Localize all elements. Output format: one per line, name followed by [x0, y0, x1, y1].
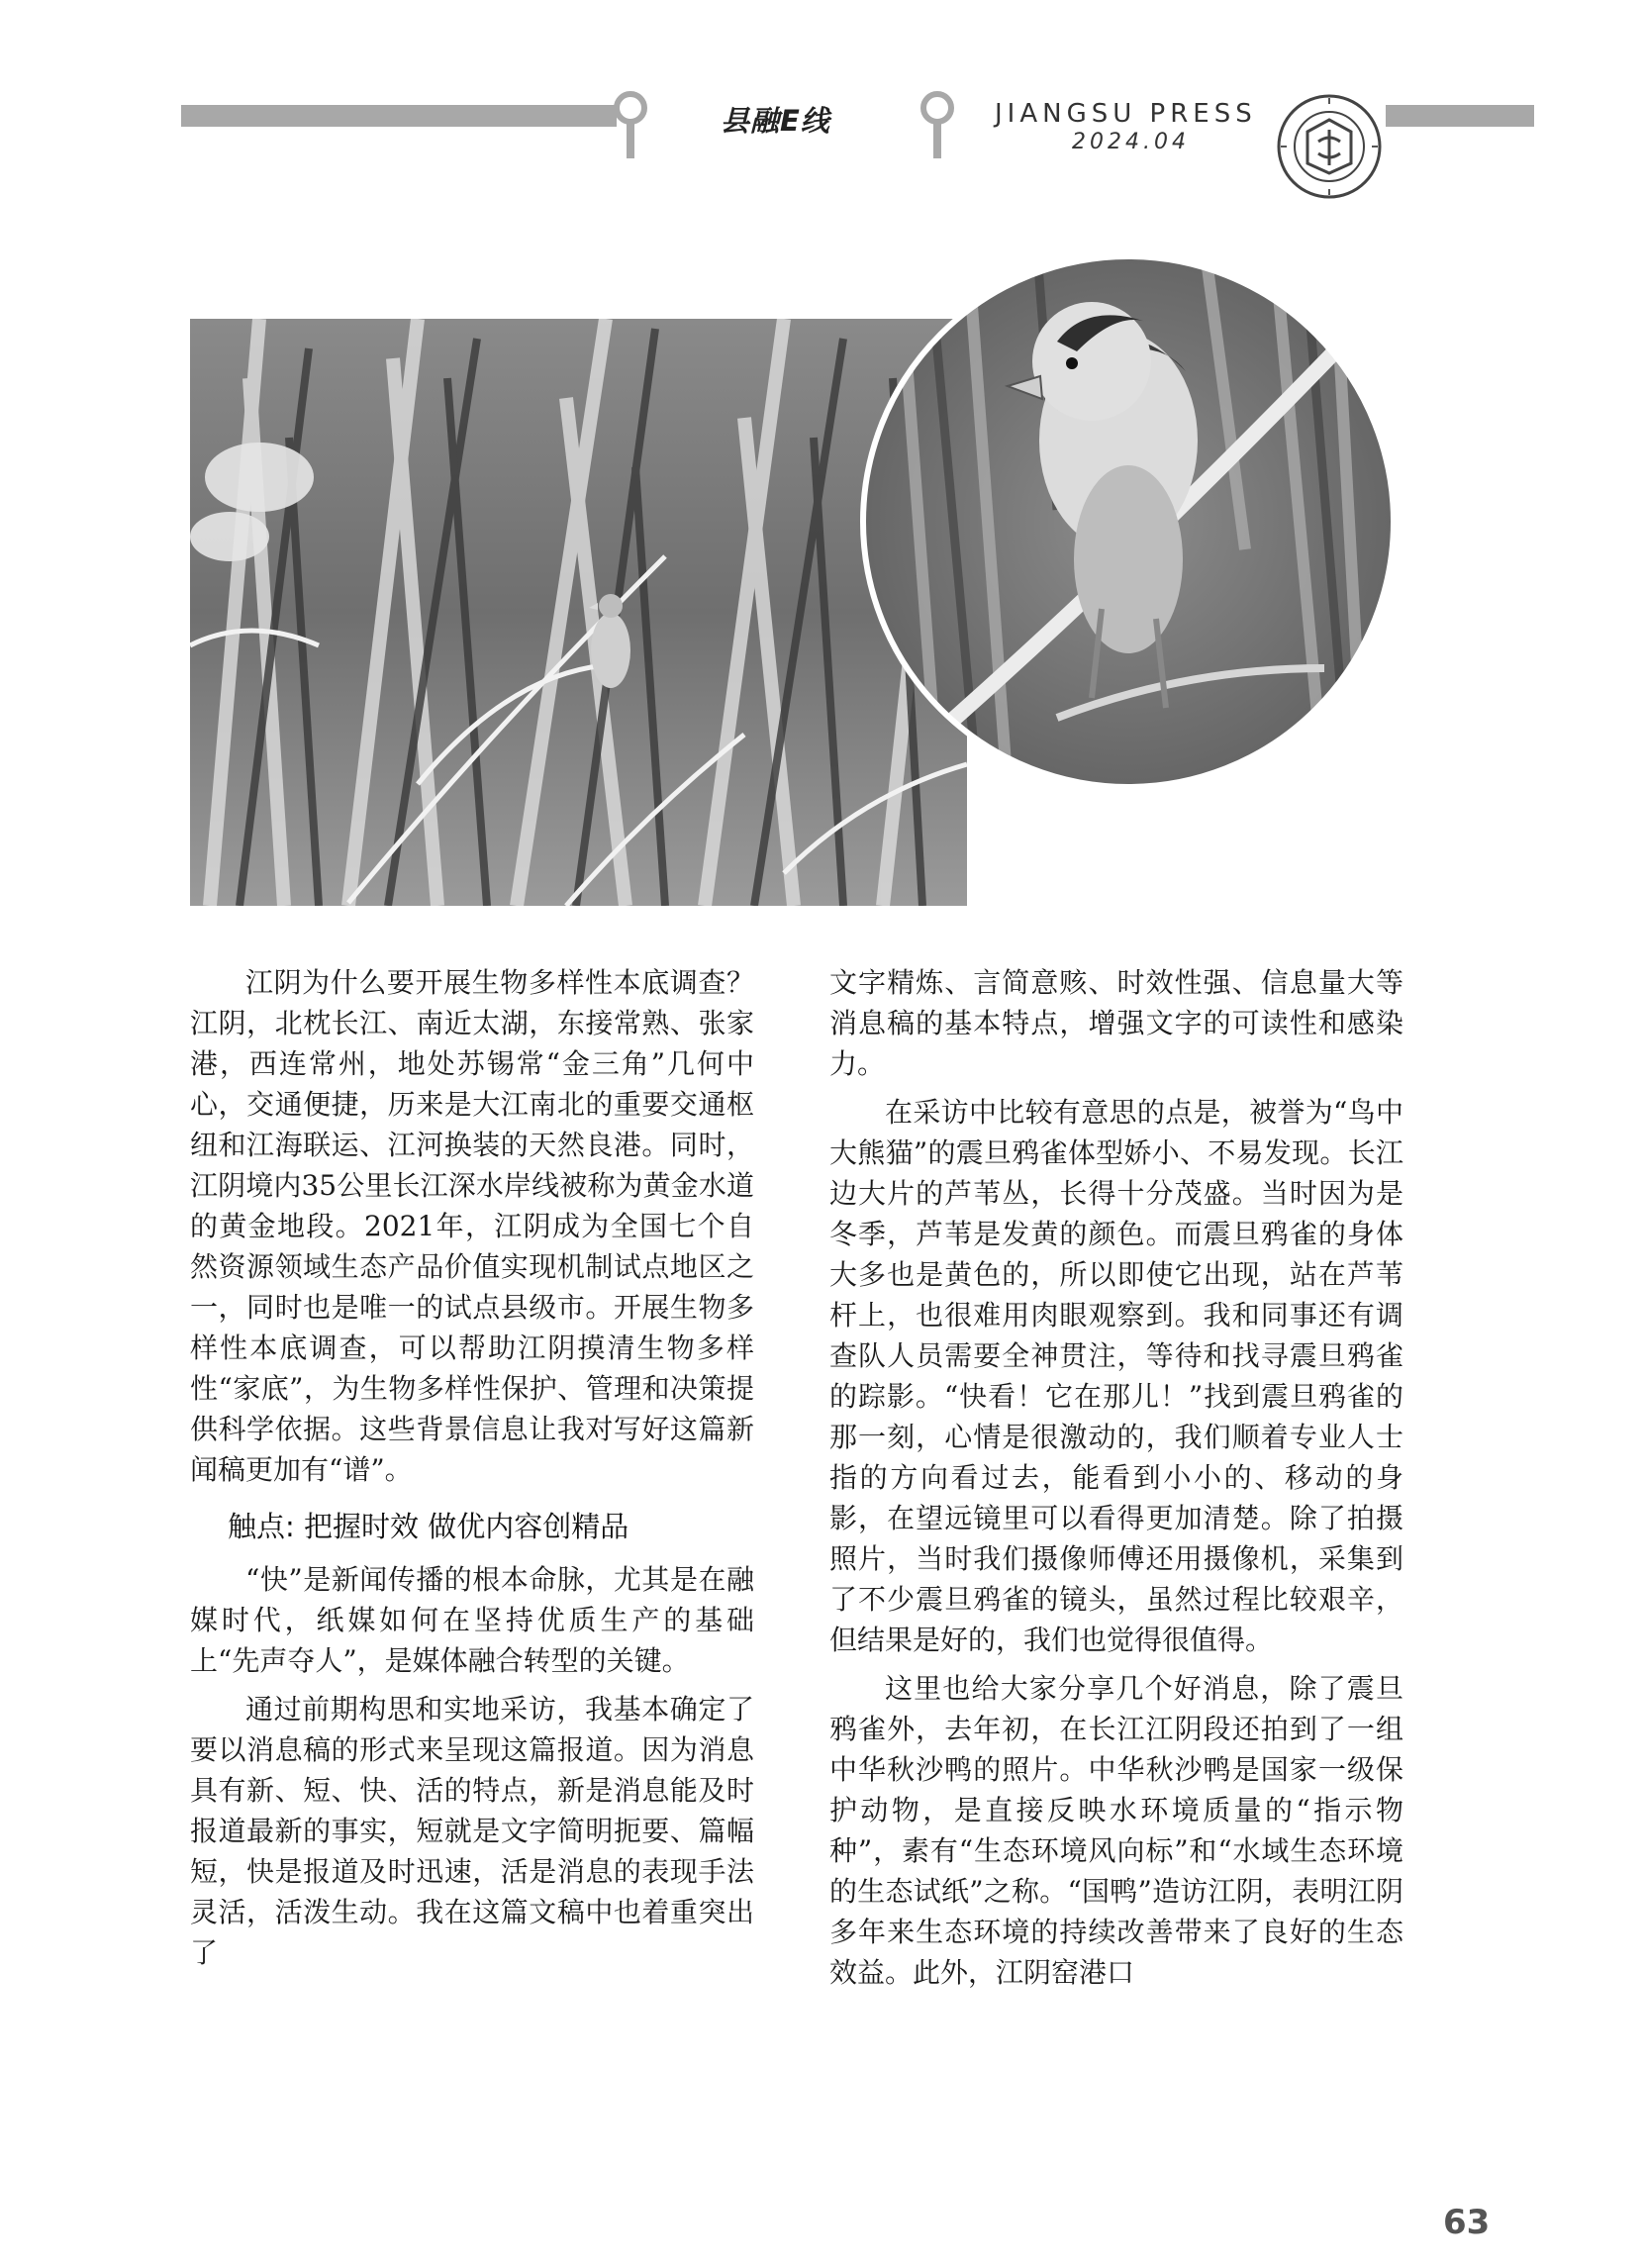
page-number: 63	[1443, 2203, 1491, 2242]
association-seal-icon	[1275, 92, 1384, 201]
paragraph-interview: 在采访中比较有意思的点是，被誉为“鸟中大熊猫”的震旦鸦雀体型娇小、不易发现。长江边大片的芦苇丛，长得十分茂盛。当时因为是冬季，芦苇是发黄的颜色。而震旦鸦雀的身体大多也是黄色的，所以即使它出现，站在芦苇杆上，也很难用肉眼观察到。我和同事还有调查队人员需要全神贯注，等待和找寻震旦鸦雀的踪影。“快看！它在那儿！”找到震旦鸦雀的那一刻，心情是很激动的，我们顺着专业人士指的方向看过去，能看到小小的、移动的身影，在望远镜里可以看得更加清楚。除了拍摄照片，当时我们摄像师傅还用摄像机，采集到了不少震旦鸦雀的镜头，虽然过程比较艰辛，但结果是好的，我们也觉得很值得。	[829, 1096, 1403, 1656]
location-pin-icon	[614, 91, 647, 158]
location-pin-icon	[920, 91, 954, 158]
issue-date: 2024.04	[1072, 130, 1190, 154]
header-bar-left	[181, 105, 617, 127]
article-left-column	[190, 962, 754, 1973]
paragraph-continued: 文字精炼、言简意赅、时效性强、信息量大等消息稿的基本特点，增强文字的可读性和感染力。	[829, 966, 1403, 1080]
section-subheading: 触点: 把握时效 做优内容创精品	[228, 1510, 629, 1543]
paragraph-background: 江阴为什么要开展生物多样性本底调查？江阴，北枕长江、南近太湖，东接常熟、张家港，西连常州，地处苏锡常“金三角”几何中心，交通便捷，历来是大江南北的重要交通枢纽和江海联运、江河换装的天然良港。同时，江阴境内35公里长江深水岸线被称为黄金水道的黄金地段。2021年，江阴成为全国七个自然资源领域生态产品价值实现机制试点地区之一，同时也是唯一的试点县级市。开展生物多样性本底调查，可以帮助江阴摸清生物多样性“家底”，为生物多样性保护、管理和决策提供科学依据。这些背景信息让我对写好这篇新闻稿更加有“谱”。	[190, 966, 754, 1486]
paragraph-timeliness: “快”是新闻传播的根本命脉，尤其是在融媒时代，纸媒如何在坚持优质生产的基础上“先声夺人”，是媒体融合转型的关键。	[190, 1563, 754, 1677]
header-bar-right	[1386, 105, 1534, 127]
bird-closeup-photo	[859, 252, 1398, 791]
section-title: 县融E线	[721, 104, 830, 138]
magazine-brand: JIANGSU PRESS	[995, 99, 1257, 129]
reed-bird-photo	[190, 319, 967, 906]
article-right-column	[829, 962, 1403, 1993]
paragraph-format: 通过前期构思和实地采访，我基本确定了要以消息稿的形式来呈现这篇报道。因为消息具有新、短、快、活的特点，新是消息能及时报道最新的事实，短就是文字简明扼要、篇幅短，快是报道及时迅速，活是消息的表现手法灵活，活泼生动。我在这篇文稿中也着重突出了	[190, 1693, 754, 1969]
paragraph-good-news: 这里也给大家分享几个好消息，除了震旦鸦雀外，去年初，在长江江阴段还拍到了一组中华秋沙鸭的照片。中华秋沙鸭是国家一级保护动物，是直接反映水环境质量的“指示物种”，素有“生态环境风向标”和“水域生态环境的生态试纸”之称。“国鸭”造访江阴，表明江阴多年来生态环境的持续改善带来了良好的生态效益。此外，江阴窑港口	[829, 1672, 1403, 1989]
